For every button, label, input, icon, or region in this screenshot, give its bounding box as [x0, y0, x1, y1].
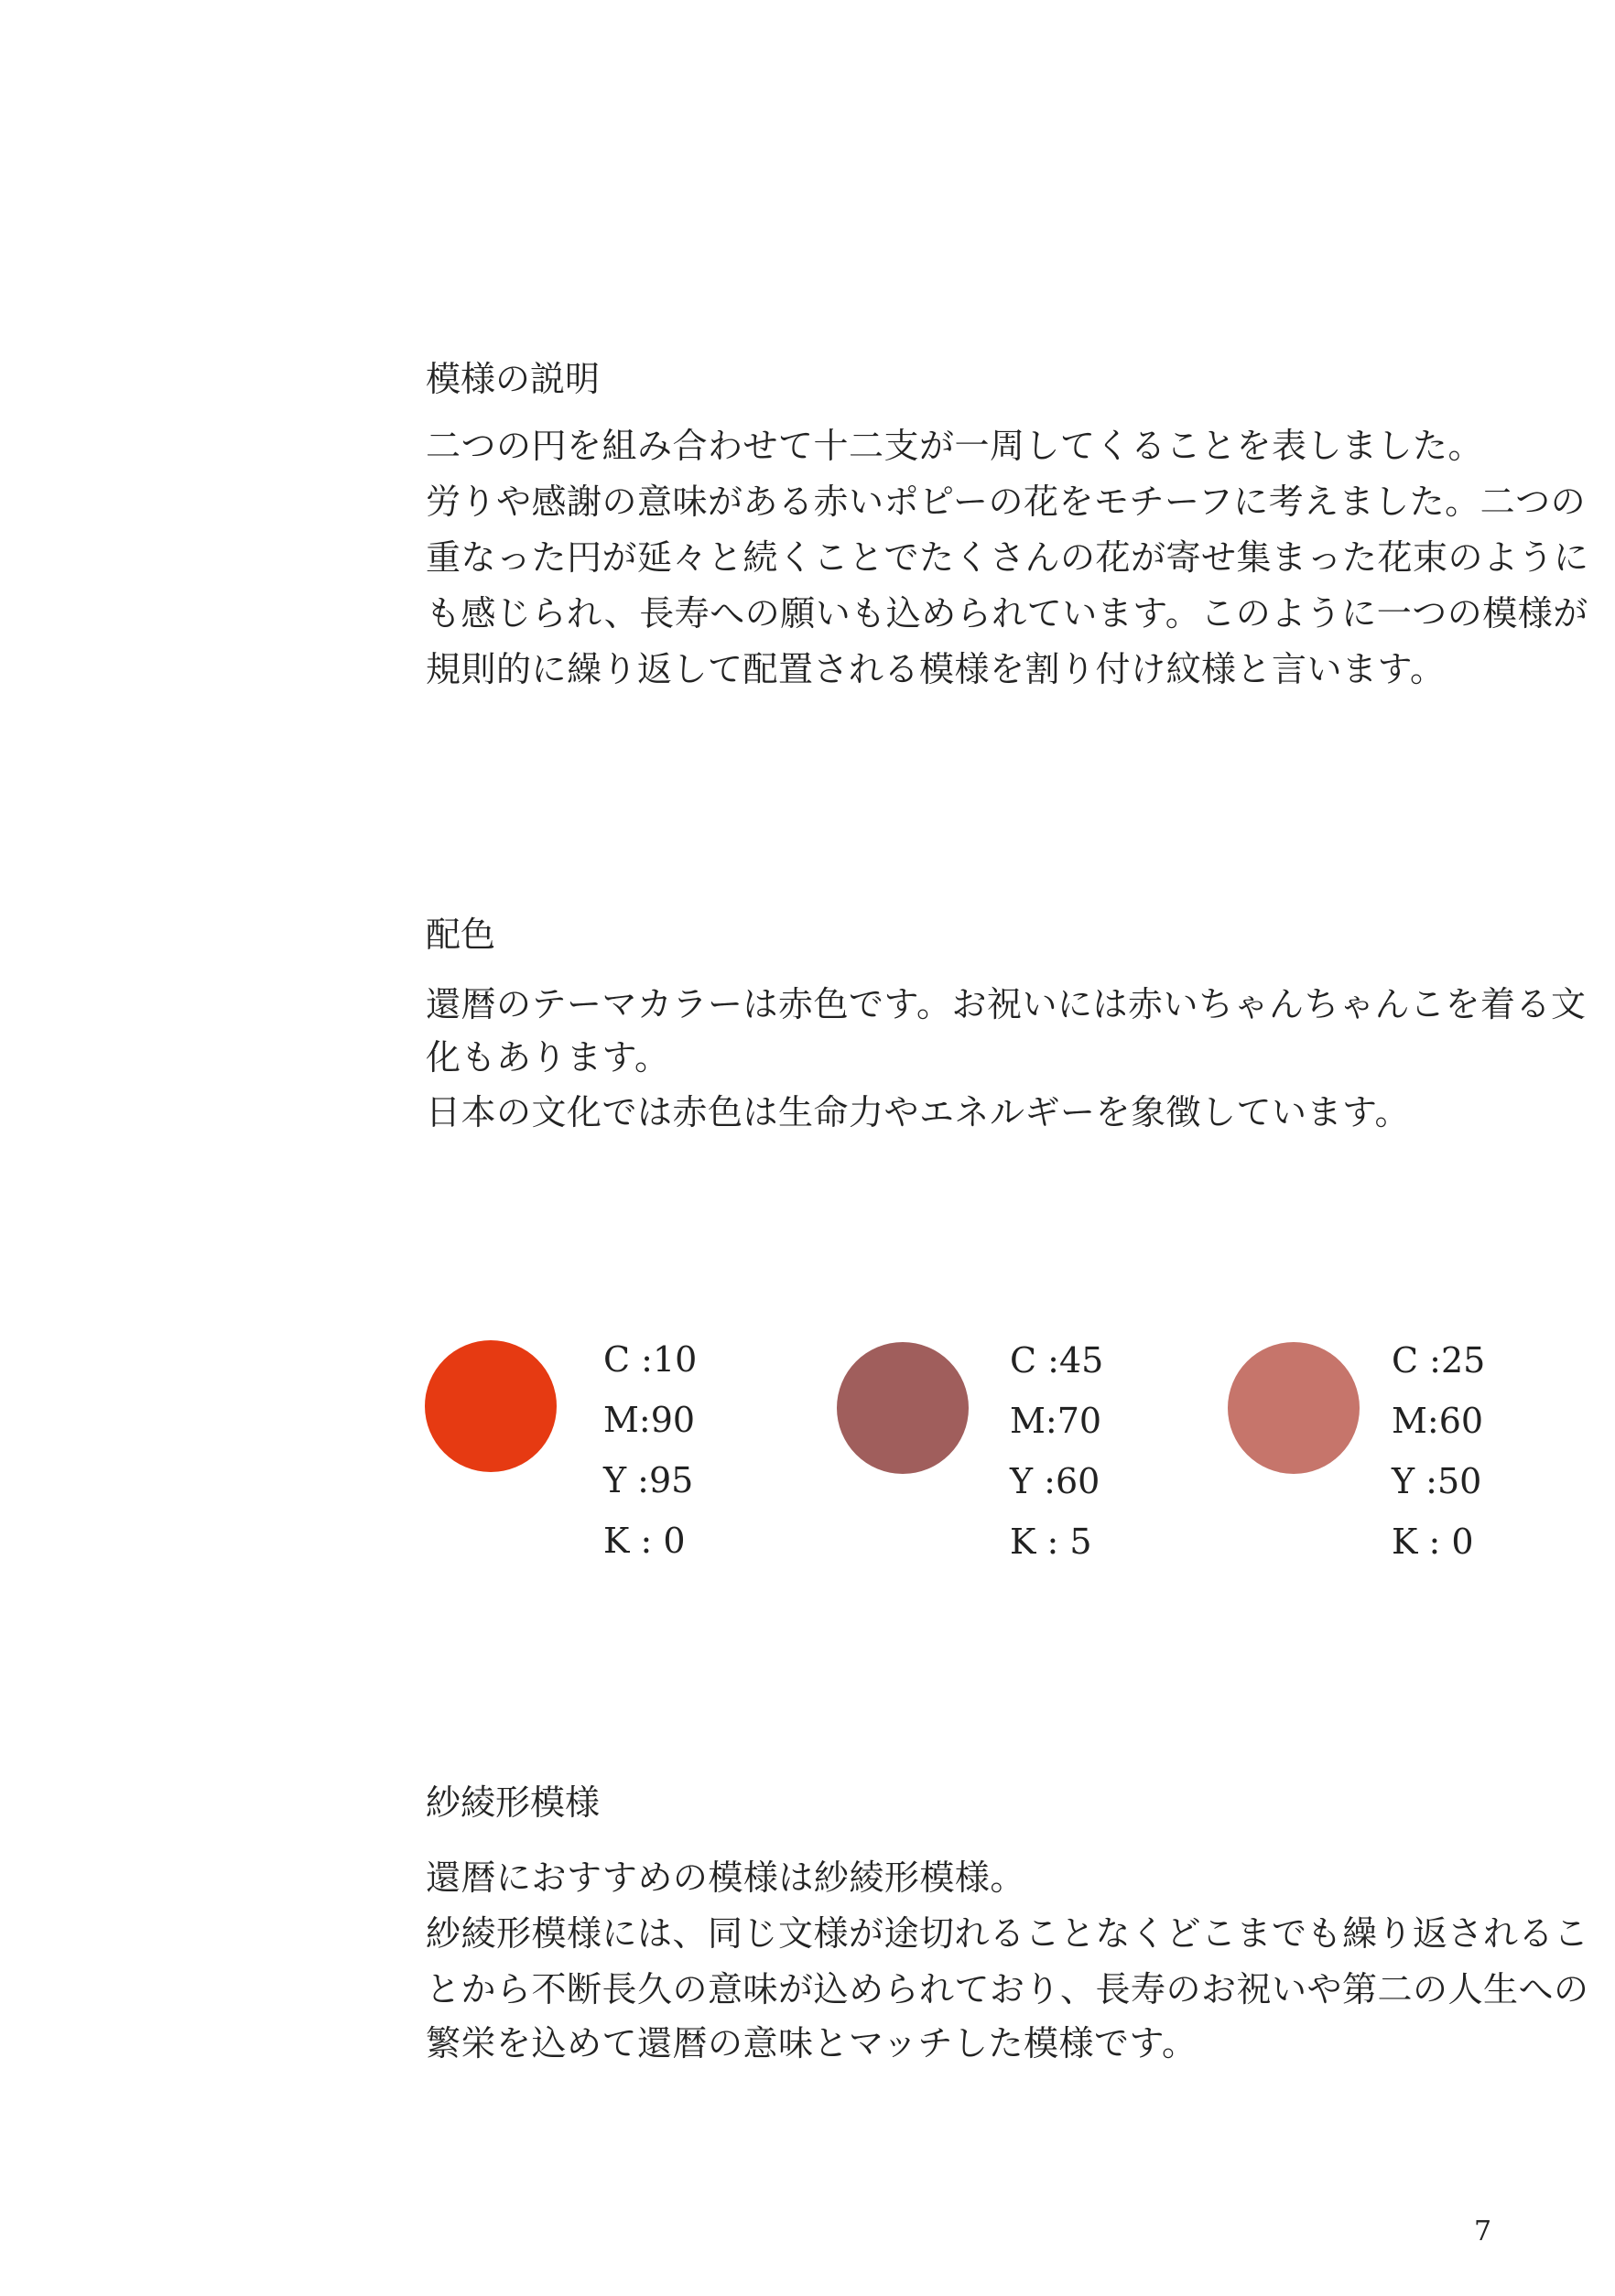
- color-swatch-salmon: [1228, 1342, 1360, 1474]
- cmyk-k: K : 5: [1010, 1522, 1092, 1562]
- section-heading-color-scheme: 配色: [426, 915, 496, 955]
- cmyk-c: C :10: [603, 1339, 698, 1380]
- cmyk-y: Y :60: [1010, 1461, 1100, 1501]
- cmyk-k: K : 0: [1392, 1522, 1474, 1562]
- body-line: 規則的に繰り返して配置される模様を割り付け紋様と言います。: [426, 649, 1446, 689]
- cmyk-y: Y :50: [1392, 1461, 1482, 1501]
- body-line: 化もあります。: [426, 1037, 670, 1078]
- body-line: 二つの円を組み合わせて十二支が一周してくることを表しました。: [426, 426, 1484, 466]
- cmyk-k: K : 0: [603, 1521, 686, 1561]
- body-line: も感じられ、長寿への願いも込められています。このように一つの模様が: [426, 593, 1588, 634]
- section-heading-pattern-description: 模様の説明: [426, 359, 601, 399]
- cmyk-y: Y :95: [603, 1460, 694, 1500]
- body-line: 重なった円が延々と続くことでたくさんの花が寄せ集まった花束のように: [426, 537, 1589, 578]
- body-line: 繁栄を込めて還暦の意味とマッチした模様です。: [426, 2023, 1198, 2063]
- body-line: 労りや感謝の意味がある赤いポピーの花をモチーフに考えました。二つの: [426, 482, 1587, 522]
- color-swatch-dusty-maroon: [837, 1342, 969, 1474]
- cmyk-c: C :25: [1392, 1340, 1486, 1381]
- page-number: 7: [1474, 2215, 1492, 2247]
- body-line: とから不断長久の意味が込められており、長寿のお祝いや第二の人生への: [426, 1969, 1589, 2009]
- color-swatch-red: [425, 1340, 557, 1472]
- cmyk-m: M:60: [1392, 1401, 1484, 1441]
- cmyk-c: C :45: [1010, 1340, 1104, 1381]
- section-heading-sayagata: 紗綾形模様: [426, 1782, 601, 1823]
- cmyk-m: M:70: [1010, 1401, 1102, 1441]
- body-line: 還暦のテーマカラーは赤色です。お祝いには赤いちゃんちゃんこを着る文: [426, 984, 1587, 1024]
- body-line: 還暦におすすめの模様は紗綾形模様。: [426, 1857, 1025, 1898]
- cmyk-m: M:90: [603, 1400, 696, 1440]
- body-line: 日本の文化では赤色は生命力やエネルギーを象徴しています。: [426, 1092, 1410, 1132]
- body-line: 紗綾形模様には、同じ文様が途切れることなくどこまでも繰り返されるこ: [426, 1913, 1589, 1954]
